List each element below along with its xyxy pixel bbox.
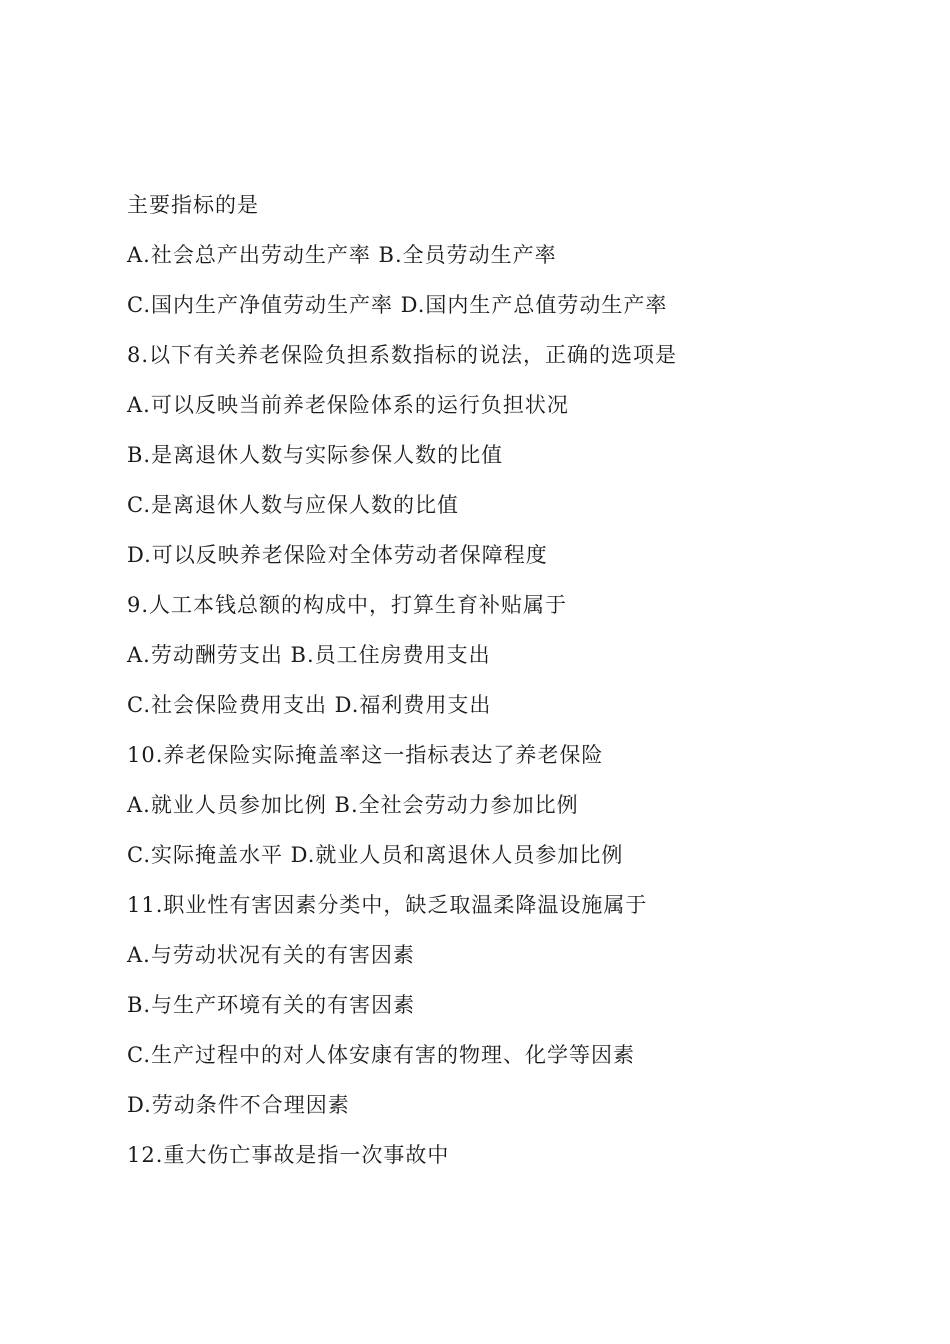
document-body [127, 190, 907, 1190]
option-line: C.生产过程中的对人体安康有害的物理、化学等因素 [127, 1043, 635, 1067]
option-line: A.社会总产出劳动生产率 B.全员劳动生产率 [127, 243, 557, 267]
question-9: 9.人工本钱总额的构成中，打算生育补贴属于 [127, 593, 568, 617]
option-line: A.可以反映当前养老保险体系的运行负担状况 [127, 393, 569, 417]
option-line: D.可以反映养老保险对全体劳动者保障程度 [127, 543, 548, 567]
option-line: A.与劳动状况有关的有害因素 [127, 943, 415, 967]
option-line: B.与生产环境有关的有害因素 [127, 993, 416, 1017]
question-text-continuation: 主要指标的是 [127, 193, 259, 217]
option-line: C.国内生产净值劳动生产率 D.国内生产总值劳动生产率 [127, 293, 668, 317]
option-line: A.劳动酬劳支出 B.员工住房费用支出 [127, 643, 491, 667]
option-line: C.实际掩盖水平 D.就业人员和离退休人员参加比例 [127, 843, 624, 867]
option-line: A.就业人员参加比例 B.全社会劳动力参加比例 [127, 793, 579, 817]
question-12: 12.重大伤亡事故是指一次事故中 [127, 1143, 450, 1167]
option-line: C.社会保险费用支出 D.福利费用支出 [127, 693, 492, 717]
question-8: 8.以下有关养老保险负担系数指标的说法，正确的选项是 [127, 343, 678, 367]
option-line: D.劳动条件不合理因素 [127, 1093, 350, 1117]
option-line: B.是离退休人数与实际参保人数的比值 [127, 443, 504, 467]
option-line: C.是离退休人数与应保人数的比值 [127, 493, 459, 517]
question-10: 10.养老保险实际掩盖率这一指标表达了养老保险 [127, 743, 604, 767]
question-11: 11.职业性有害因素分类中，缺乏取温柔降温设施属于 [127, 893, 648, 917]
